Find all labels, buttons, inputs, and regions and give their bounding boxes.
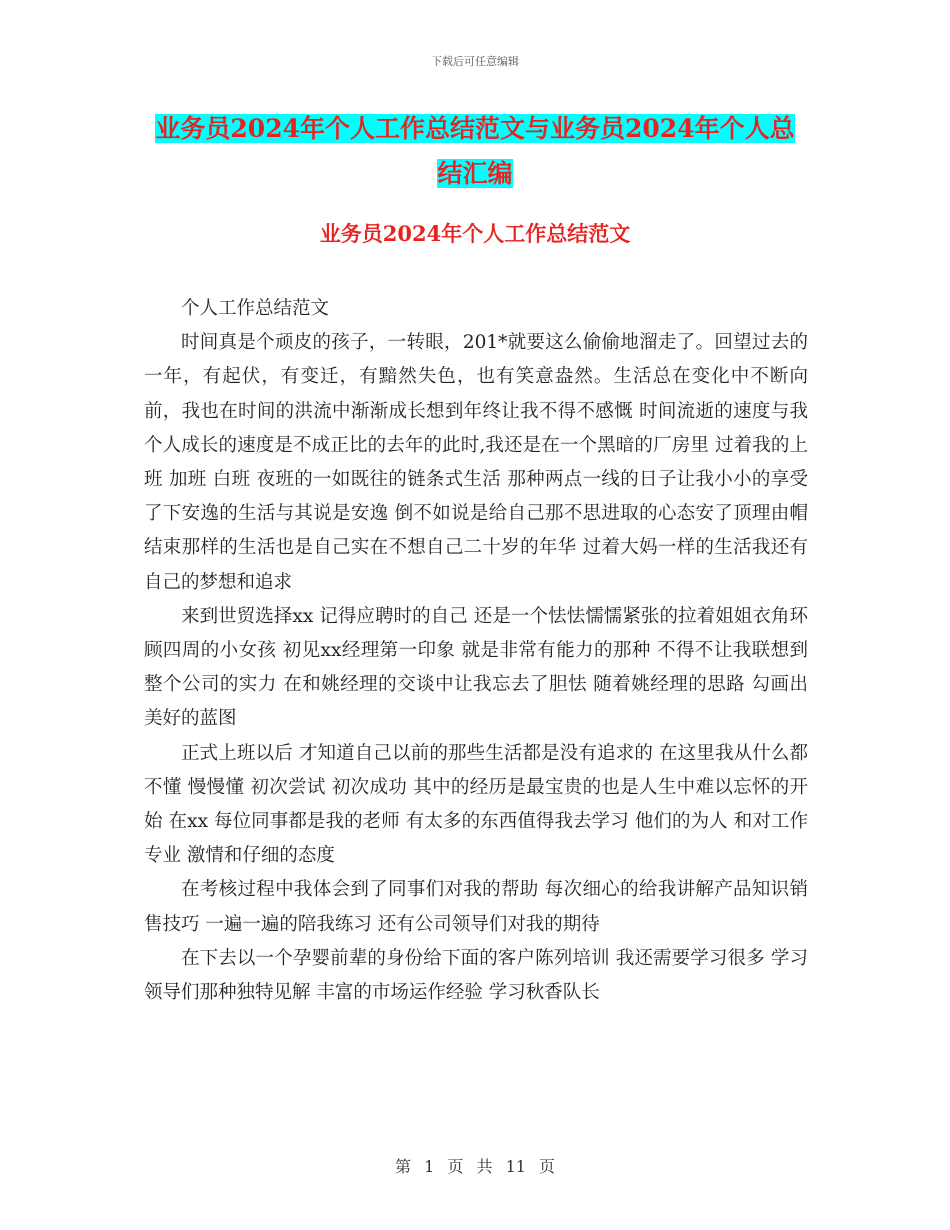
page-number: 1 <box>424 1157 435 1176</box>
paragraph: 来到世贸选择xx 记得应聘时的自己 还是一个怯怯懦懦紧张的拉着姐姐衣角环顾四周的小女孩 初见xx经理第一印象 就是非常有能力的那种 不得不让我联想到整个公司的实力 在和姚经理的交谈中让我忘去了胆怯 随着姚经理的思路 勾画出美好的蓝图 <box>144 605 808 730</box>
section-title: 业务员2024年个人工作总结范文 <box>319 221 631 246</box>
page-prefix: 第 <box>394 1157 411 1176</box>
page-unit: 页 <box>447 1157 464 1176</box>
paragraph: 在考核过程中我体会到了同事们对我的帮助 每次细心的给我讲解产品知识销售技巧 一遍一遍的陪我练习 还有公司领导们对我的期待 <box>144 879 808 935</box>
total-pages: 11 <box>505 1157 526 1176</box>
page-footer <box>0 1154 950 1177</box>
header-note: 下载后可任意编辑 <box>431 55 519 68</box>
paragraph: 个人工作总结范文 <box>181 298 330 319</box>
paragraph: 正式上班以后 才知道自己以前的那些生活都是没有追求的 在这里我从什么都不懂 慢慢懂 初次尝试 初次成功 其中的经历是最宝贵的也是人生中难以忘怀的开始 在xx 每位同事都是我的老师 有太多的东西值得我去学习 他们的为人 和对工作专业 激情和仔细的态度 <box>144 742 808 867</box>
document-title-text: 业务员2024年个人工作总结范文与业务员2024年个人总结汇编 <box>155 114 795 188</box>
paragraph: 时间真是个顽皮的孩子，一转眼，201*就要这么偷偷地溜走了。回望过去的一年，有起伏，有变迁，有黯然失色，也有笑意盎然。生活总在变化中不断向前，我也在时间的洪流中渐渐成长想到年终让我不得不感慨 时间流逝的速度与我个人成长的速度是不成正比的去年的此时,我还是在一个黑暗的厂房里 过着我的上班 加班 白班 夜班的一如既往的链条式生活 那种两点一线的日子让我小小的享受了下安逸的生活与其说是安逸 倒不如说是给自己那不思进取的心态安了顶理由帽结束那样的生活也是自己实在不想自己二十岁的年华 过着大妈一样的生活我还有自己的梦想和追求 <box>144 332 808 593</box>
document-body <box>144 292 808 1010</box>
document-title <box>150 106 800 196</box>
paragraph: 在下去以一个孕婴前辈的身份给下面的客户陈列培训 我还需要学习很多 学习领导们那种独特见解 丰富的市场运作经验 学习秋香队长 <box>144 947 808 1004</box>
total-unit: 页 <box>539 1157 556 1176</box>
total-prefix: 共 <box>476 1157 493 1176</box>
